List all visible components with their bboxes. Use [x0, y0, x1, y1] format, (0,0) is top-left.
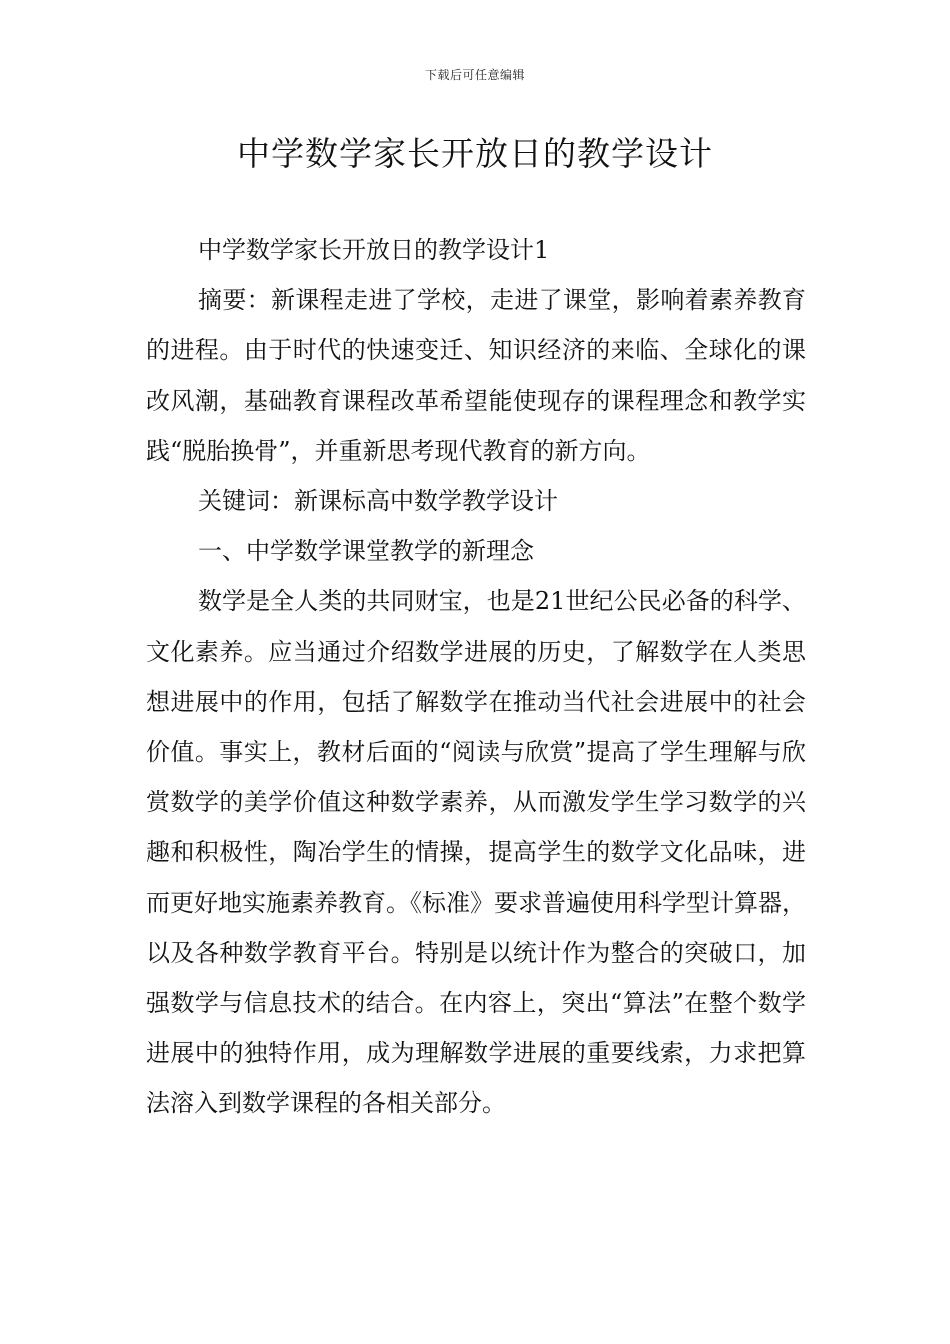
abstract-paragraph: 摘要：新课程走进了学校，走进了课堂，影响着素养教育的进程。由于时代的快速变迁、知识经济的来临、全球化的课改风潮，基础教育课程改革希望能使现存的课程理念和教学实践“脱胎换骨”，并重新思考现代教育的新方向。	[146, 286, 806, 465]
header-note: 下载后可任意编辑	[424, 68, 525, 82]
section-heading: 中学数学家长开放日的教学设计1	[198, 236, 550, 264]
document-title: 中学数学家长开放日的教学设计	[237, 134, 713, 173]
body-paragraph: 数学是全人类的共同财宝，也是21世纪公民必备的科学、文化素养。应当通过介绍数学进展的历史，了解数学在人类思想进展中的作用，包括了解数学在推动当代社会进展中的社会价值。事实上，教材后面的“阅读与欣赏”提高了学生理解与欣赏数学的美学价值这种数学素养，从而激发学生学习数学的兴趣和积极性，陶冶学生的情操，提高学生的数学文化品味，进而更好地实施素养教育。《标准》要求普遍使用科学型计算器，以及各种数学教育平台。特别是以统计作为整合的突破口，加强数学与信息技术的结合。在内容上，突出“算法”在整个数学进展中的独特作用，成为理解数学进展的重要线索，力求把算法溶入到数学课程的各相关部分。	[146, 587, 806, 1118]
document-body	[146, 225, 806, 1129]
keywords-paragraph: 关键词：新课标高中数学教学设计	[198, 487, 558, 516]
subsection-heading: 一、中学数学课堂教学的新理念	[198, 537, 534, 566]
